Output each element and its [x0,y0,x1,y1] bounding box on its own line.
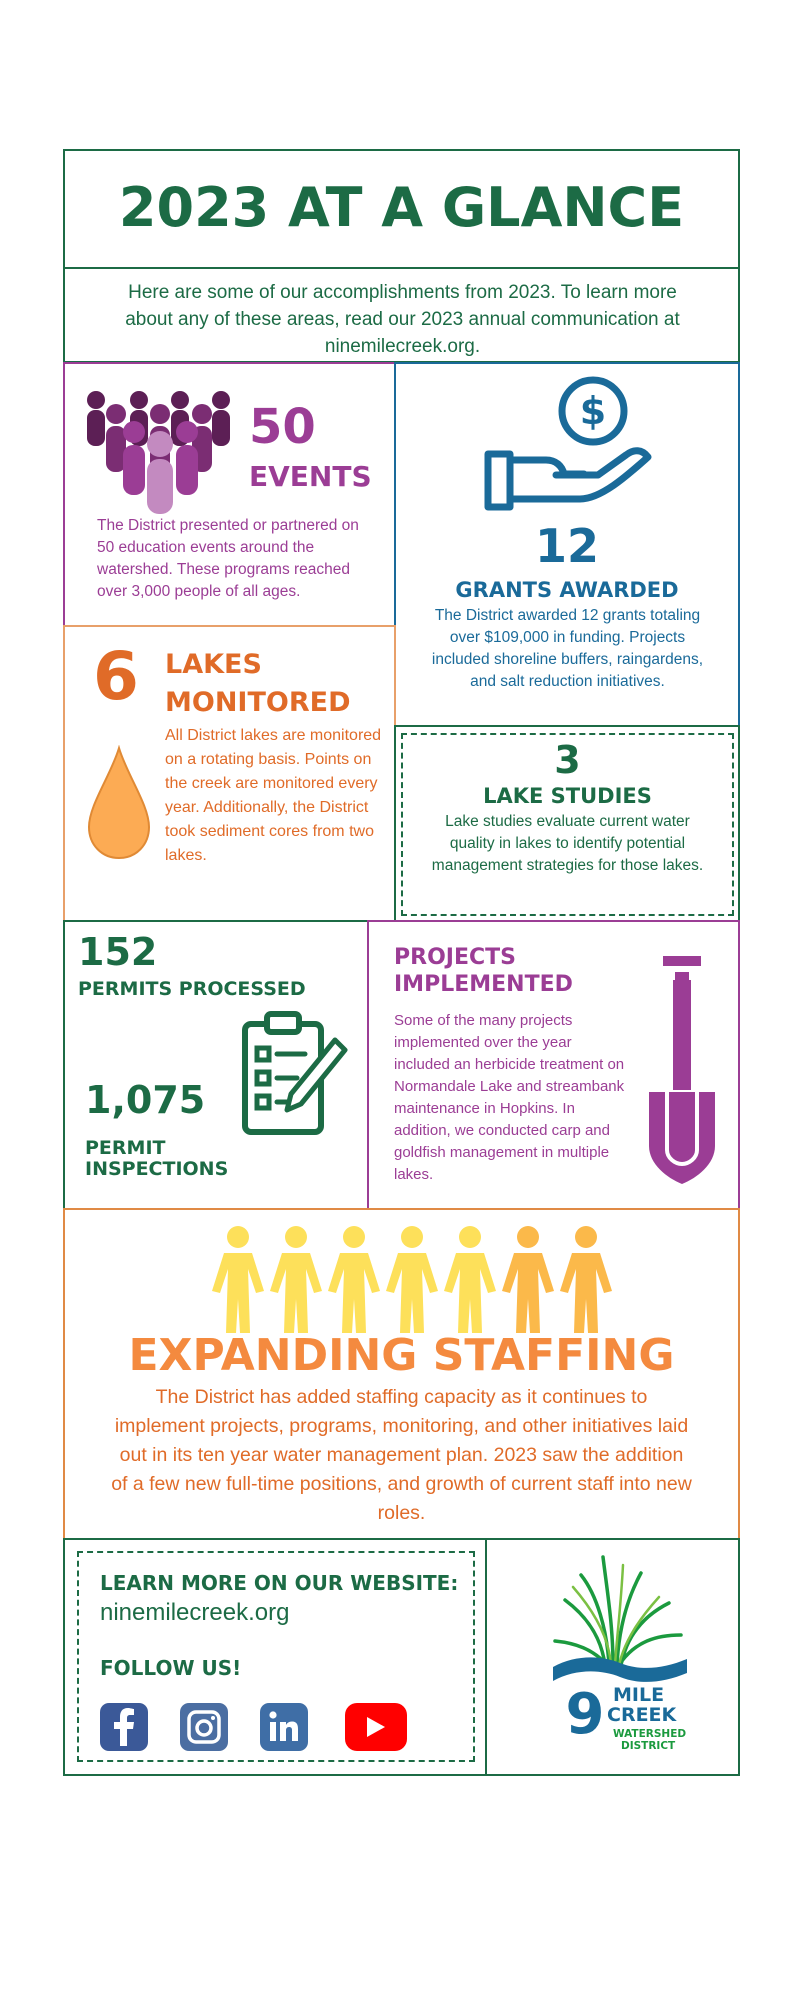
logo-word-watershed: WATERSHED [613,1728,687,1740]
events-number: 50 [249,399,316,455]
linkedin-icon[interactable] [260,1703,308,1751]
follow-us-label: FOLLOW US! [100,1656,242,1680]
projects-title-line2: IMPLEMENTED [394,972,573,997]
staff-person-figure [386,1226,438,1333]
water-drop-icon [86,745,152,861]
permits-processed-number: 152 [78,930,158,974]
instagram-icon[interactable] [180,1703,228,1751]
facebook-icon[interactable] [100,1703,148,1751]
youtube-icon[interactable] [345,1703,407,1751]
staff-person-figure [560,1226,612,1333]
permits-processed-label: PERMITS PROCESSED [78,978,306,1000]
clipboard-icon [239,1010,351,1138]
staff-person-figure [502,1226,554,1333]
grants-text: The District awarded 12 grants totaling over $109,000 in funding. Projects included shoreline buffers, raingardens, and salt reduction initiatives. [431,607,704,690]
permit-inspections-number: 1,075 [85,1078,206,1122]
grants-label: GRANTS AWARDED [455,578,679,602]
learn-more-label: LEARN MORE ON OUR WEBSITE: [100,1571,459,1595]
staff-person-figure [328,1226,380,1333]
staff-person-figure [212,1226,264,1333]
studies-number: 3 [554,738,581,782]
nine-mile-creek-logo [545,1555,695,1765]
lakes-label-line1: LAKES [165,649,262,680]
money-hand-icon [484,375,656,515]
permit-inspections-label-line1: PERMIT [85,1137,166,1159]
staff-person-figure [270,1226,322,1333]
staffing-title: EXPANDING STAFFING [128,1330,675,1381]
staff-person-figure [444,1226,496,1333]
studies-text: Lake studies evaluate current water quality in lakes to identify potential management strategies for those lakes. [431,813,704,874]
staff-people-icon [210,1225,630,1337]
studies-label: LAKE STUDIES [483,784,652,808]
lakes-text: All District lakes are monitored on a rotating basis. Points on the creek are monitored every year. Additionally, the District took sediment cores from two lakes. [165,727,382,864]
people-group-icon [84,386,234,514]
events-label: EVENTS [249,460,372,493]
intro-text: Here are some of our accomplishments from 2023. To learn more about any of these areas, read our 2023 annual communication at ninemilecreek.org. [125,282,680,357]
logo-word-district: DISTRICT [621,1740,676,1752]
page-title: 2023 AT A GLANCE [118,176,685,239]
logo-numeral: 9 [565,1682,605,1747]
svg-text:$: $ [579,389,607,433]
website-link[interactable]: ninemilecreek.org [100,1599,290,1626]
grants-number: 12 [534,519,599,573]
shovel-icon [645,950,719,1186]
projects-title-line1: PROJECTS [394,945,516,970]
logo-word-creek: CREEK [607,1704,677,1726]
lakes-number: 6 [93,638,139,715]
logo-word-mile: MILE [613,1684,665,1706]
staffing-text: The District has added staffing capacity as it continues to implement projects, programs, monitoring, and other initiatives laid out in its ten year water management plan. 2023 saw the addition of a few new full-time positions, and growth of current staff into new roles. [111,1386,692,1524]
permit-inspections-label-line2: INSPECTIONS [85,1158,229,1180]
events-text: The District presented or partnered on 50 education events around the watershed. These programs reached over 3,000 people of all ages. [97,517,359,600]
lakes-label-line2: MONITORED [165,687,351,718]
projects-text: Some of the many projects implemented over the year included an herbicide treatment on Normandale Lake and streambank maintenance in Hopkins. In addition, we conducted carp and goldfish management in multiple lakes. [394,1012,625,1183]
